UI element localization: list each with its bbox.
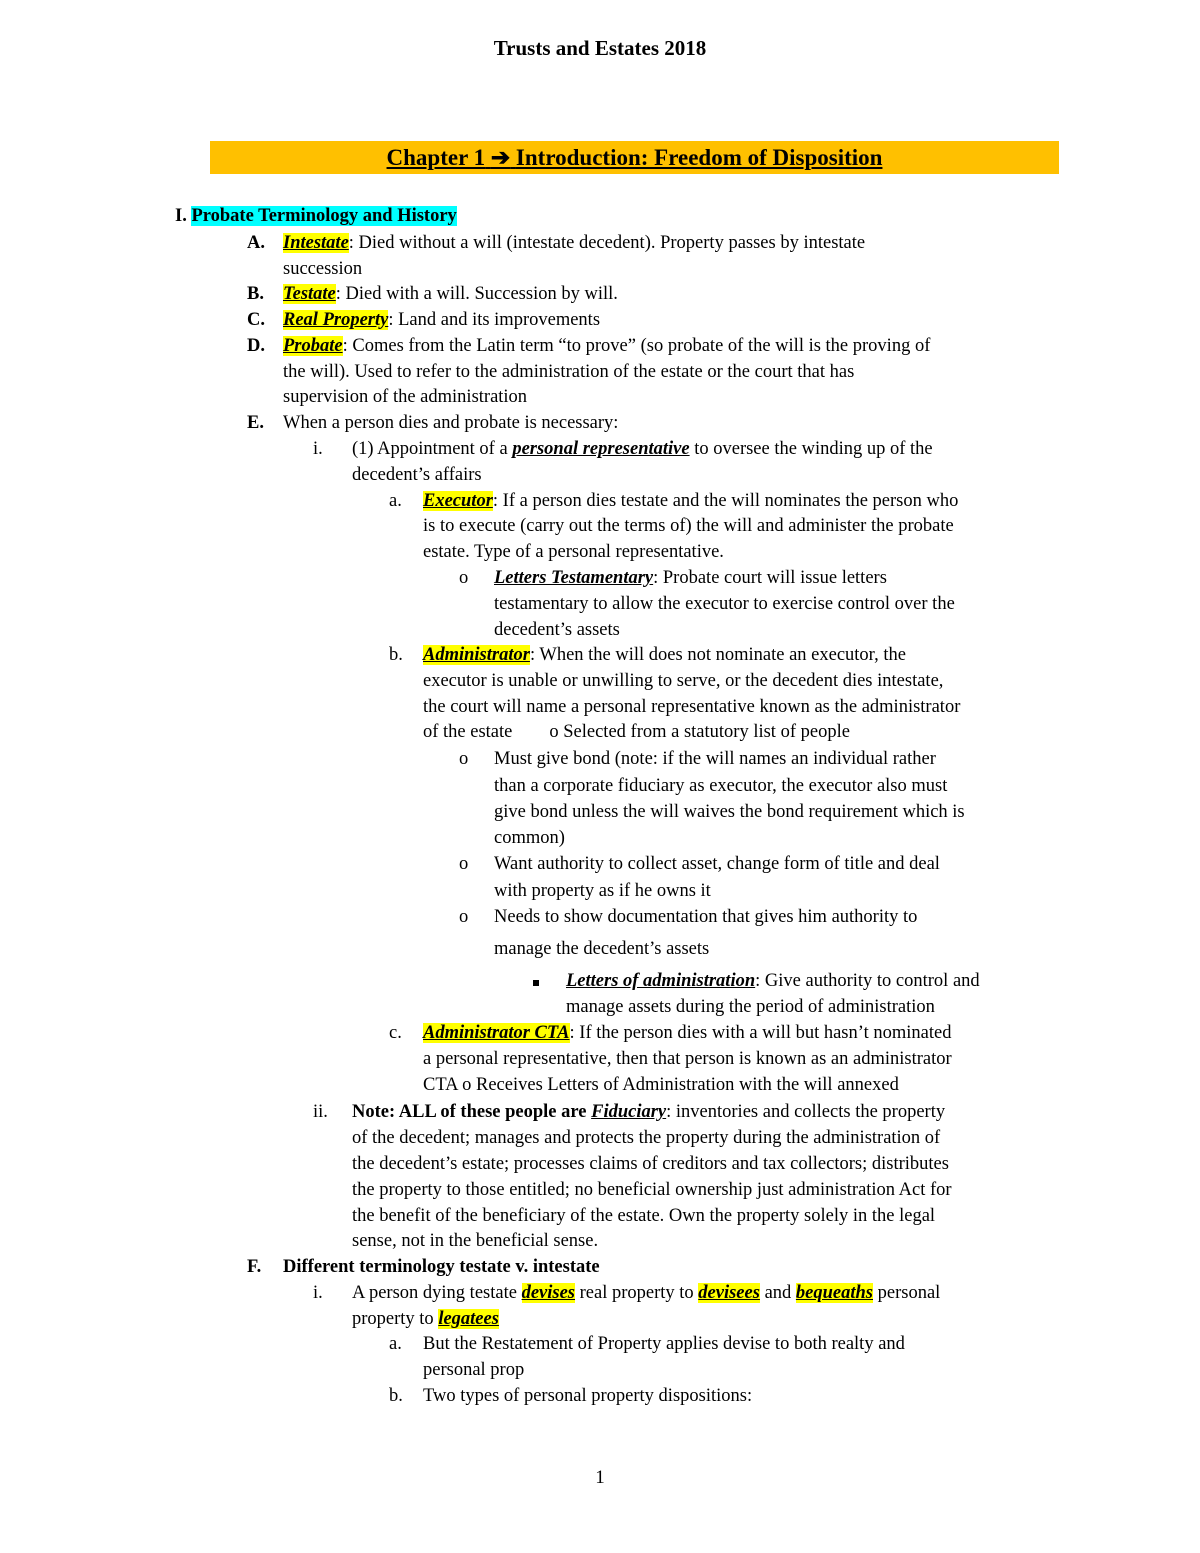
item-administrator-cta: Administrator CTA: If the person dies with a will but hasn’t nominated xyxy=(423,1023,952,1043)
bullet-icon: o xyxy=(459,568,469,588)
chapter-heading xyxy=(387,145,883,170)
item-label-a: A. xyxy=(247,233,265,253)
item-fiduciary-cont1: of the decedent; manages and protects the property during the administration of xyxy=(352,1128,941,1148)
item-intestate: Intestate: Died without a will (intestate decedent). Property passes by intestate xyxy=(283,233,866,253)
item-authority-cont: with property as if he owns it xyxy=(494,881,711,901)
item-label-ii: ii. xyxy=(313,1102,328,1122)
item-documentation-cont: manage the decedent’s assets xyxy=(494,939,710,959)
item-bond-cont1: than a corporate fiduciary as executor, the executor also must xyxy=(494,776,948,796)
item-administrator-cont2: the court will name a personal representative known as the administrator xyxy=(423,697,961,717)
page-number: 1 xyxy=(595,1467,605,1488)
item-testate: Testate: Died with a will. Succession by will. xyxy=(283,284,618,304)
item-different-terminology: Different terminology testate v. intestate xyxy=(283,1257,600,1277)
item-label-b-sub: b. xyxy=(389,645,403,665)
term-administrator: Administrator xyxy=(423,645,530,665)
item-label-f: F. xyxy=(247,1257,262,1277)
term-letters-testamentary: Letters Testamentary xyxy=(494,568,654,588)
bullet-icon: o xyxy=(459,907,469,927)
item-probate-necessary: When a person dies and probate is necessary: xyxy=(283,413,619,433)
item-label-c: C. xyxy=(247,310,265,330)
item-executor-cont1: is to execute (carry out the terms of) the will and administer the probate xyxy=(423,516,954,536)
item-bond-cont2: give bond unless the will waives the bond requirement which is xyxy=(494,802,965,822)
item-probate-cont2: supervision of the administration xyxy=(283,387,528,407)
item-authority: Want authority to collect asset, change form of title and deal xyxy=(494,854,940,874)
term-legatees: legatees xyxy=(438,1309,499,1329)
square-bullet-icon xyxy=(533,969,539,993)
term-administrator-cta: Administrator CTA xyxy=(423,1023,570,1043)
section-label: I. xyxy=(175,206,187,226)
item-letters-testamentary-cont2: decedent’s assets xyxy=(494,620,620,640)
section-heading xyxy=(175,204,457,228)
term-letters-of-administration: Letters of administration xyxy=(566,971,756,991)
term-personal-representative: personal representative xyxy=(512,439,690,459)
item-administrator-cont3: of the estate o Selected from a statutory list of people xyxy=(423,722,850,742)
section-title: Probate Terminology and History xyxy=(191,206,457,226)
item-real-property: Real Property: Land and its improvements xyxy=(283,310,601,330)
item-label-a-f: a. xyxy=(389,1334,402,1354)
item-letters-administration: Letters of administration: Give authority to control and xyxy=(566,971,980,991)
item-label-c-sub: c. xyxy=(389,1023,402,1043)
arrow-icon: ➔ xyxy=(490,145,511,170)
bullet-icon: o xyxy=(459,749,469,769)
item-letters-testamentary: Letters Testamentary: Probate court will issue letters xyxy=(494,568,887,588)
item-restatement: But the Restatement of Property applies devise to both realty and xyxy=(423,1334,905,1354)
term-devises: devises xyxy=(521,1283,575,1303)
item-two-types: Two types of personal property dispositions: xyxy=(423,1386,753,1406)
term-probate: Probate xyxy=(283,336,343,356)
item-restatement-cont: personal prop xyxy=(423,1360,525,1380)
item-bond: Must give bond (note: if the will names an individual rather xyxy=(494,749,936,769)
term-bequeaths: bequeaths xyxy=(795,1283,873,1303)
page-header: Trusts and Estates 2018 xyxy=(493,36,707,60)
item-label-e: E. xyxy=(247,413,264,433)
item-personal-rep: (1) Appointment of a personal representative to oversee the winding up of the xyxy=(352,439,933,459)
item-fiduciary-cont5: sense, not in the beneficial sense. xyxy=(352,1231,599,1251)
term-intestate: Intestate xyxy=(283,233,349,253)
item-label-b-f: b. xyxy=(389,1386,403,1406)
term-real-property: Real Property xyxy=(283,310,389,330)
item-administrator-cta-cont1: a personal representative, then that person is known as an administrator xyxy=(423,1049,952,1069)
item-label-a-sub: a. xyxy=(389,491,402,511)
item-executor-cont2: estate. Type of a personal representative. xyxy=(423,542,724,562)
bullet-icon: o xyxy=(459,854,469,874)
item-label-i: i. xyxy=(313,439,323,459)
item-devises: A person dying testate devises real property to devisees and bequeaths personal xyxy=(352,1283,941,1303)
chapter-number: Chapter 1 xyxy=(386,145,486,170)
item-label-i-f: i. xyxy=(313,1283,323,1303)
item-fiduciary-note: Note: ALL of these people are Fiduciary: inventories and collects the property xyxy=(352,1102,946,1122)
item-documentation: Needs to show documentation that gives him authority to xyxy=(494,907,918,927)
item-probate: Probate: Comes from the Latin term “to prove” (so probate of the will is the proving of xyxy=(283,336,931,356)
term-executor: Executor xyxy=(423,491,493,511)
item-executor: Executor: If a person dies testate and the will nominates the person who xyxy=(423,491,959,511)
item-devises-cont: property to legatees xyxy=(352,1309,499,1329)
item-intestate-cont: succession xyxy=(283,259,363,279)
item-fiduciary-cont3: the property to those entitled; no beneficial ownership just administration Act for xyxy=(352,1180,952,1200)
item-fiduciary-cont2: the decedent’s estate; processes claims of creditors and tax collectors; distributes xyxy=(352,1154,949,1174)
item-bond-cont3: common) xyxy=(494,828,565,848)
term-testate: Testate xyxy=(283,284,336,304)
item-administrator: Administrator: When the will does not nominate an executor, the xyxy=(423,645,906,665)
item-label-b: B. xyxy=(247,284,264,304)
item-probate-cont1: the will). Used to refer to the administration of the estate or the court that has xyxy=(283,362,855,382)
chapter-title: Introduction: Freedom of Disposition xyxy=(515,145,883,170)
item-letters-administration-cont: manage assets during the period of administration xyxy=(566,997,935,1017)
item-administrator-cta-cont2: CTA o Receives Letters of Administration with the will annexed xyxy=(423,1075,899,1095)
term-devisees: devisees xyxy=(698,1283,760,1303)
item-fiduciary-cont4: the benefit of the beneficiary of the estate. Own the property solely in the legal xyxy=(352,1206,936,1226)
term-fiduciary: Fiduciary xyxy=(591,1102,667,1122)
chapter-heading-bar xyxy=(210,141,1059,174)
item-administrator-cont1: executor is unable or unwilling to serve, or the decedent dies intestate, xyxy=(423,671,944,691)
item-letters-testamentary-cont1: testamentary to allow the executor to exercise control over the xyxy=(494,594,955,614)
item-label-d: D. xyxy=(247,336,265,356)
item-personal-rep-cont: decedent’s affairs xyxy=(352,465,482,485)
